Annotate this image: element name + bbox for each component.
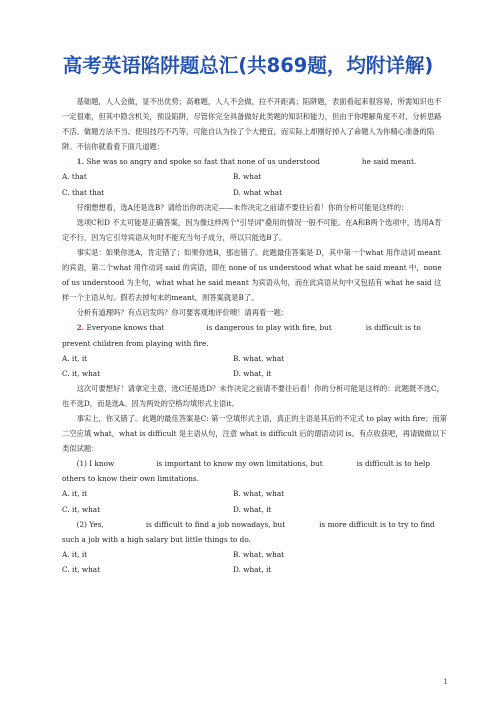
options-row [62,486,448,501]
document-body [62,94,448,577]
analysis-paragraph: 事实上，你又错了。此题的最佳答案是C: 第一空填形式主语，真正的主语是其后的不定式 to play with fire；而第二空应填 what，what is difficult 是主语从句，注意 what is difficult 后的谓语动词 is。有点收获吧，再请做做以下类似试题： [62,413,448,454]
option: A. it, it [62,489,88,499]
analysis-paragraph: 这次可要想好！请拿定主意，选C还是选D？未作决定之前请不要往后看！你的分析可能是这样的：此题既不选C，也不选D，而是选A。因为两处的空格均填形式主语it。 [62,383,444,408]
exercise-text: is difficult is to help others to know their own limitations. [62,459,431,484]
page-number: 1 [443,678,448,686]
question-number: 1. [76,157,85,167]
option: C. it, what [62,368,101,378]
question-2 [62,320,448,350]
option: C. it, what [62,504,101,514]
option: D. what what [233,187,283,197]
exercise-1 [62,456,448,486]
analysis-paragraph: 事实是：如果你选A，肯定错了；如果你选B，那也错了。此题最佳答案是 D，其中第一个what 用作动词 meant 的宾语，第二个what 用作动词 said 的宾语，即在 none of us understood what what he said meant 中，none of us understood 为主句，what what he said meant 为宾语从句，而在此宾语从句中又包括有 what he said 这样一个主语从句。假若去掉句末的meant，则答案就是B了。 [62,247,442,303]
options-row [62,185,448,200]
option: B. what [233,172,262,182]
option: C. it, what [62,564,101,574]
question-number: 2. [76,323,85,333]
document-title: 高考英语陷阱题总汇(共869题，均附详解) [62,54,434,77]
exercise-text: is difficult to find a job nowadays, but [145,519,286,529]
option: A. it, it [62,549,88,559]
option: B. what, what [233,489,285,499]
question-text: he said meant. [361,157,417,167]
option: D. what, it [233,368,272,378]
option: A. that [62,172,87,182]
options-row [62,547,448,562]
exercise-2 [62,517,448,547]
options-row [62,366,448,381]
exercise-label: (2) Yes, [76,519,104,529]
analysis-paragraph: 仔细想想看，选A还是选B？请给出你的决定——未作决定之前请不要往后看！你的分析可能是这样的： [76,202,409,212]
option: C. that that [62,187,105,197]
exercise-text: is important to know my own limitations, but [156,459,323,469]
options-row [62,562,448,577]
question-text: is difficult is to prevent children from playing with fire. [62,323,421,348]
question-text: She was so angry and spoke so fast that none of us understood [86,157,320,167]
option: A. it, it [62,353,88,363]
options-row [62,169,448,184]
analysis-paragraph: 分析有道理吗？有点启发吗？你可要客观地评价噢！请再看一题： [76,308,289,318]
question-text: Everyone knows that [86,323,165,333]
option: B. what, what [233,353,285,363]
analysis-paragraph: 选项C和D 不太可能是正确答案，因为像这样两个"引导词"叠用的情况一般不可能。在A和B两个选项中，选用A肯定不行，因为它引导宾语从句时不能充当句子成分，所以只能选B了。 [62,217,442,242]
intro-paragraph: 基础题，人人会做，显不出优势；高难题，人人不会做，拉不开距离；陷阱题，表面看起来很容易，所需知识也不一定很难，但其中隐含机关，预设陷阱，尽管你完全具备做好此类题的知识和能力，但由于你理解角度不对、分析思路不活、做题方法不当、使用技巧不巧等，可能自认为捡了个大便宜，而实际上却刚好掉入了命题人为你精心准备的陷阱。不信你就看看下面几道题： [62,97,442,152]
option: D. what, it [233,564,272,574]
options-row [62,351,448,366]
exercise-label: (1) I know [76,459,115,469]
question-1 [62,154,448,169]
option: B. what, what [233,549,285,559]
options-row [62,502,448,517]
question-text: is dangerous to play with fire, but [206,323,332,333]
exercise-text: is more difficult is to try to find such a job with a high salary but little things to do. [62,519,435,544]
option: D. what, it [233,504,272,514]
